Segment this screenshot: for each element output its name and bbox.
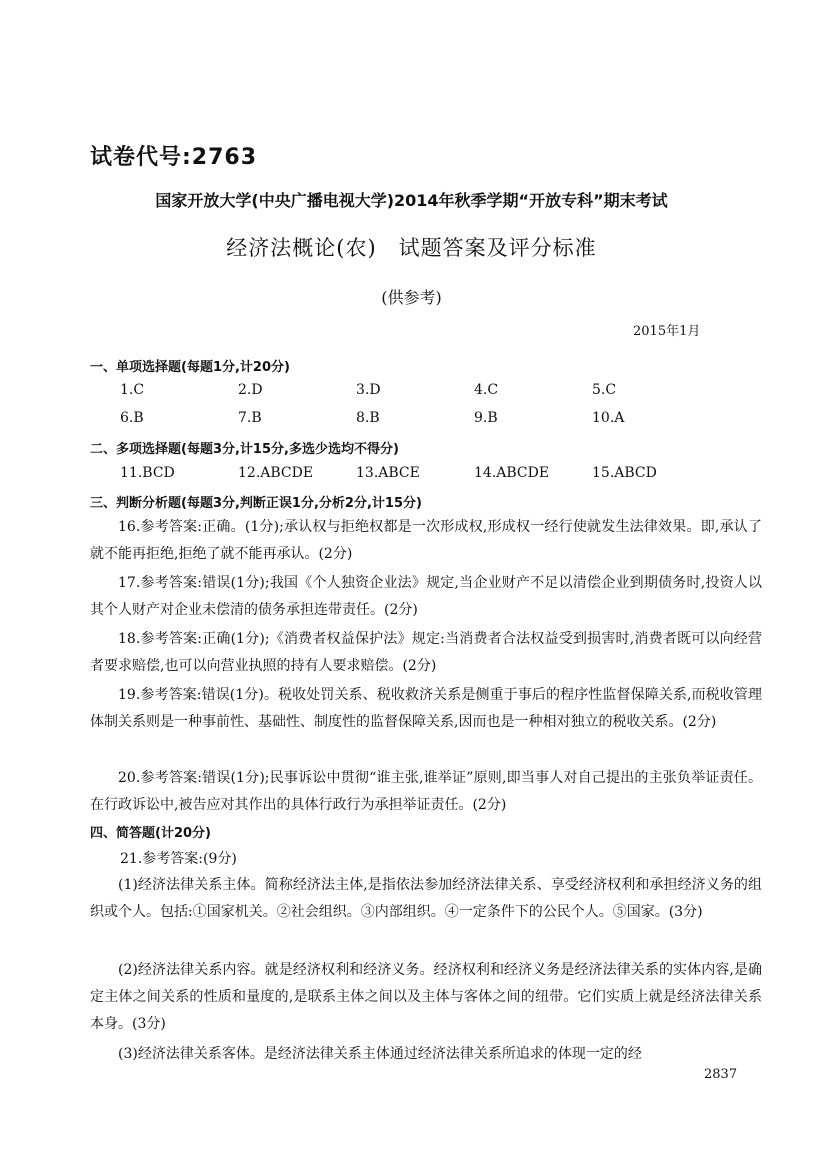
answer-paragraph: (2)经济法律关系内容。就是经济权利和经济义务。经济权利和经济义务是经济法律关系的实体内容,是确定主体之间关系的性质和量度的,是联系主体之间以及主体与客体之间的纽带。它们实质上就是经济法律关系本身。(3分) <box>90 962 762 1032</box>
answer-paragraph: 16.参考答案:正确。(1分);承认权与拒绝权都是一次形成权,形成权一经行使就发生法律效果。即,承认了就不能再拒绝,拒绝了就不能再承认。(2分) <box>90 519 762 562</box>
answer-item: 2.D <box>238 382 263 398</box>
exam-title: 国家开放大学(中央广播电视大学)2014年秋季学期“开放专科”期末考试 <box>155 191 668 210</box>
answer-item: 14.ABCDE <box>474 465 550 481</box>
section-multi-choice-heading: 二、多项选择题(每题3分,计15分,多选少选均不得分) <box>90 442 399 457</box>
answer-item: 5.C <box>592 382 617 398</box>
page-number: 2837 <box>704 1067 738 1082</box>
section-judgement-heading: 三、判断分析题(每题3分,判断正误1分,分析2分,计15分) <box>90 496 422 511</box>
exam-date: 2015年1月 <box>633 324 701 339</box>
section-single-choice-heading: 一、单项选择题(每题1分,计20分) <box>90 360 290 375</box>
answer-item: 4.C <box>474 382 499 398</box>
answer-paragraph: 20.参考答案:错误(1分);民事诉讼中贯彻“谁主张,谁举证”原则,即当事人对自己提出的主张负举证责任。在行政诉讼中,被告应对其作出的具体行政行为承担举证责任。(2分) <box>90 770 762 813</box>
answer-item: 10.A <box>592 410 625 426</box>
answer-item: 12.ABCDE <box>238 465 314 481</box>
answer-item: 1.C <box>120 382 145 398</box>
answer-item: 9.B <box>474 410 498 426</box>
answer-item: 6.B <box>120 410 144 426</box>
answer-paragraph: 17.参考答案:错误(1分);我国《个人独资企业法》规定,当企业财产不足以清偿企业到期债务时,投资人以其个人财产对企业未偿清的债务承担连带责任。(2分) <box>90 575 762 618</box>
answer-item: 15.ABCD <box>592 465 657 481</box>
exam-code: 试卷代号:2763 <box>90 145 258 170</box>
exam-subtitle: 经济法概论(农) 试题答案及评分标准 <box>226 236 597 260</box>
answer-item: 11.BCD <box>120 465 175 481</box>
answer-paragraph: (3)经济法律关系客体。是经济法律关系主体通过经济法律关系所追求的体现一定的经 <box>118 1046 642 1062</box>
answer-paragraph: (1)经济法律关系主体。简称经济法主体,是指依法参加经济法律关系、享受经济权利和承担经济义务的组织或个人。包括:①国家机关。②社会组织。③内部组织。④一定条件下的公民个人。⑤国家。(3分) <box>90 877 762 920</box>
section-short-answer-heading: 四、简答题(计20分) <box>90 826 211 841</box>
answer-item: 3.D <box>356 382 381 398</box>
answer-paragraph: 18.参考答案:正确(1分);《消费者权益保护法》规定:当消费者合法权益受到损害时,消费者既可以向经营者要求赔偿,也可以向营业执照的持有人要求赔偿。(2分) <box>90 631 762 674</box>
answer-item: 13.ABCE <box>356 465 420 481</box>
answer-item: 8.B <box>356 410 380 426</box>
answer-paragraph: 19.参考答案:错误(1分)。税收处罚关系、税收救济关系是侧重于事后的程序性监督保障关系,而税收管理体制关系则是一种事前性、基础性、制度性的监督保障关系,因而也是一种相对独立的税收关系。(2分) <box>90 687 762 730</box>
answer-item: 7.B <box>238 410 262 426</box>
answer-label: 21.参考答案:(9分) <box>120 851 237 867</box>
reference-note: (供参考) <box>381 288 442 307</box>
